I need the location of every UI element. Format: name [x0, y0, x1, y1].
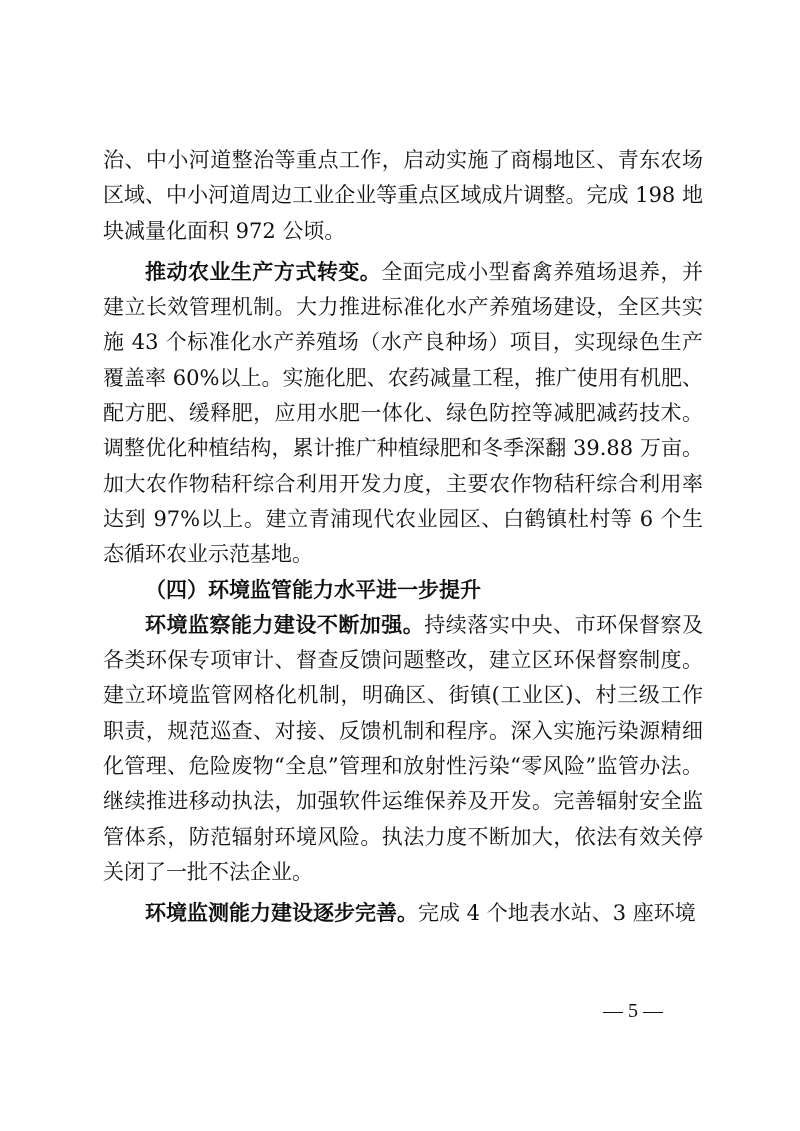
paragraph-lead: 环境监察能力建设不断加强。 — [145, 612, 425, 637]
paragraph-text: 全面完成小型畜禽养殖场退养，并建立长效管理机制。大力推进标准化水产养殖场建设，全区共实施 43 个标准化水产养殖场（水产良种场）项目，实现绿色生产覆盖率 60%以上。实施化肥、农药减量工程，推广使用有机肥、配方肥、缓释肥，应用水肥一体化、绿色防控等减肥减药技术。调整优化种植结构，累计推广种植绿肥和冬季深翻 39.88 万亩。加大农作物秸秆综合利用开发力度，主要农作物秸秆综合利用率达到 97%以上。建立青浦现代农业园区、白鹤镇杜村等 6 个生态循环农业示范基地。 — [103, 259, 703, 567]
paragraph-agriculture — [103, 255, 703, 573]
paragraph-lead: 环境监测能力建设逐步完善。 — [145, 901, 418, 926]
section-heading: （四）环境监管能力水平进一步提升 — [145, 577, 481, 602]
document-body — [103, 143, 703, 932]
paragraph-monitoring — [103, 896, 703, 931]
paragraph-text: 治、中小河道整治等重点工作，启动实施了商榻地区、青东农场区域、中小河道周边工业企业等重点区域成片调整。完成 198 地块减量化面积 972 公顷。 — [103, 148, 703, 243]
paragraph-text: 完成 4 个地表水站、3 座环境 — [418, 901, 696, 926]
paragraph-text: 持续落实中央、市环保督察及各类环保专项审计、督查反馈问题整改，建立区环保督察制度。建立环境监管网格化机制，明确区、街镇(工业区)、村三级工作职责，规范巡查、对接、反馈机制和程序。深入实施污染源精细化管理、危险废物“全息”管理和放射性污染“零风险”监管办法。继续推进移动执法，加强软件运维保养及开发。完善辐射安全监管体系，防范辐射环境风险。执法力度不断加大，依法有效关停关闭了一批不法企业。 — [103, 612, 704, 884]
page-number: — 5 — — [603, 1000, 663, 1022]
paragraph-supervision — [103, 608, 703, 890]
paragraph-lead: 推动农业生产方式转变。 — [145, 259, 382, 284]
paragraph-continuation — [103, 143, 703, 249]
